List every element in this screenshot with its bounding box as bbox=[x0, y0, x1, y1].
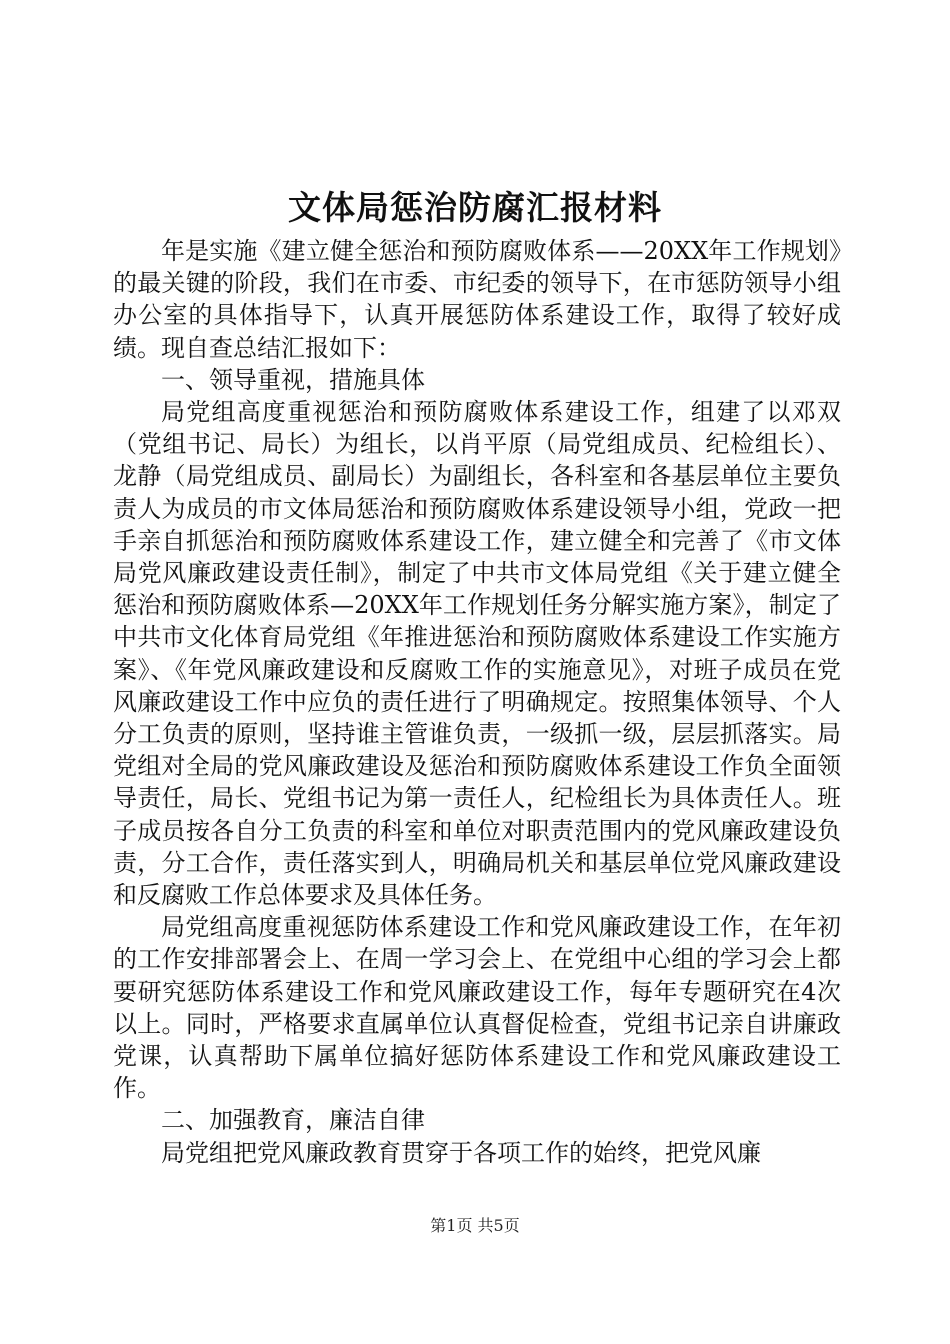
section-heading-2: 二、加强教育，廉洁自律 bbox=[161, 1106, 425, 1135]
document-body bbox=[113, 235, 841, 1169]
body-paragraph: 局党组把党风廉政教育贯穿于各项工作的始终，把党风廉 bbox=[161, 1138, 761, 1167]
body-paragraph: 局党组高度重视惩治和预防腐败体系建设工作，组建了以邓双（党组书记、局长）为组长，以肖平原（局党组成员、纪检组长）、龙静（局党组成员、副局长）为副组长，各科室和各基层单位主要负责人为成员的市文体局惩治和预防腐败体系建设领导小组，党政一把手亲自抓惩治和预防腐败体系建设工作，建立健全和完善了《市文体局党风廉政建设责任制》，制定了中共市文体局党组《关于建立健全惩治和预防腐败体系—20XX年工作规划任务分解实施方案》，制定了中共市文化体育局党组《年推进惩治和预防腐败体系建设工作实施方案》、《年党风廉政建设和反腐败工作的实施意见》，对班子成员在党风廉政建设工作中应负的责任进行了明确规定。按照集体领导、个人分工负责的原则，坚持谁主管谁负责，一级抓一级，层层抓落实。局党组对全局的党风廉政建设及惩治和预防腐败体系建设工作负全面领导责任，局长、党组书记为第一责任人，纪检组长为具体责任人。班子成员按各自分工负责的科室和单位对职责范围内的党风廉政建设负责，分工合作，责任落实到人，明确局机关和基层单位党风廉政建设和反腐败工作总体要求及具体任务。 bbox=[113, 398, 841, 910]
intro-paragraph: 年是实施《建立健全惩治和预防腐败体系——20XX年工作规划》的最关键的阶段，我们在市委、市纪委的领导下，在市惩防领导小组办公室的具体指导下，认真开展惩防体系建设工作，取得了较好成绩。现自查总结汇报如下： bbox=[113, 237, 841, 362]
section-heading-1: 一、领导重视，措施具体 bbox=[161, 365, 425, 394]
body-paragraph: 局党组高度重视惩防体系建设工作和党风廉政建设工作，在年初的工作安排部署会上、在周一学习会上、在党组中心组的学习会上都要研究惩防体系建设工作和党风廉政建设工作，每年专题研究在4次以上。同时，严格要求直属单位认真督促检查，党组书记亲自讲廉政党课，认真帮助下属单位搞好惩防体系建设工作和党风廉政建设工作。 bbox=[113, 913, 841, 1103]
page-number-footer: 第1页 共5页 bbox=[430, 1216, 520, 1235]
document-title: 文体局惩治防腐汇报材料 bbox=[288, 188, 662, 227]
